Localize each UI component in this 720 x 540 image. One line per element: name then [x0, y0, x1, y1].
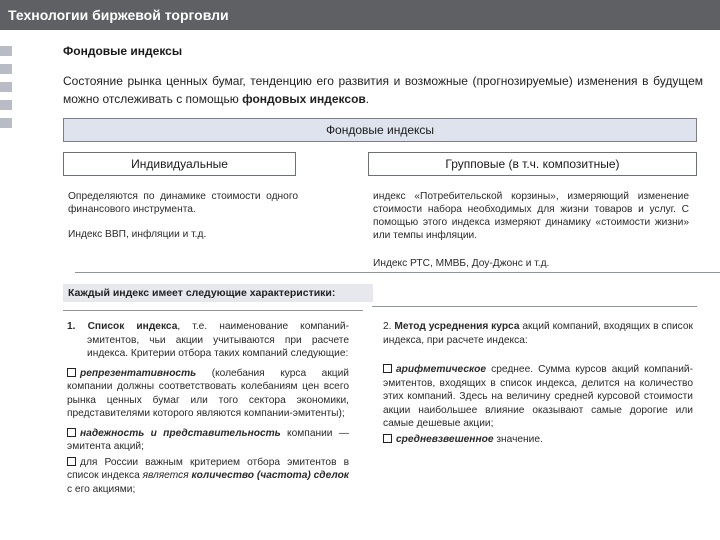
weighted-text: значение.: [493, 433, 543, 445]
page-title: Технологии биржевой торговли: [8, 7, 229, 23]
rep-term: репрезентативность: [80, 367, 197, 379]
item2-text: акций компаний, входящих в список индекса, при расчете индекса:: [383, 321, 693, 346]
rus-term: количество (частота) сделок: [191, 470, 349, 481]
criterion-reliability: [67, 427, 349, 454]
group-description: индекс «Потребительской корзины», измеряющий изменение стоимости набора необходимых для жизни товаров и услуг. С помощью этого индекса измеряют динамику «стоимости жизни» или темпы инфляции.: [373, 191, 689, 241]
group-box: [368, 152, 697, 176]
main-index-box: [63, 118, 697, 142]
criterion-russia: [67, 456, 349, 497]
group-label: Групповые (в т.ч. композитные): [445, 157, 620, 171]
section-divider: [75, 272, 720, 273]
item2-number: 2.: [383, 321, 392, 332]
individual-box: [63, 152, 296, 176]
characteristics-heading: Каждый индекс имеет следующие характеристики:: [68, 287, 336, 299]
intro-text: Состояние рынка ценных бумаг, тенденцию его развития и возможные (прогнозируемые) изменения в будущем можно отслеживать с помощью: [63, 74, 703, 106]
side-stripe: [0, 118, 12, 128]
item2-term: Метод усреднения курса: [394, 321, 520, 332]
characteristics-heading-box: [63, 284, 373, 302]
individual-description: Определяются по динамике стоимости одного финансового инструмента.: [68, 191, 298, 215]
rep-text: (колебания курса акций компании должны соответствовать колебаниям цен всего рынка ценных бумаг или того сектора экономики, представителями которого являются компании-эмитенты);: [67, 367, 349, 419]
rus-text: для России важным критерием отбора эмитентов в список индекса: [67, 456, 349, 481]
side-stripe: [0, 100, 12, 110]
rel-text: компании — эмитента акций;: [67, 427, 350, 452]
method-weighted: [383, 433, 693, 447]
side-stripe: [0, 46, 12, 56]
checkbox-bullet-icon: [67, 428, 76, 437]
right-rule: [372, 306, 697, 307]
checkbox-bullet-icon: [67, 457, 76, 466]
method-arithmetic: [383, 363, 693, 431]
weighted-term: средневзвешенное: [396, 433, 494, 445]
item1-text: , т.е. наименование компаний-эмитентов, чьи акции учитываются при расчете индекса. Критерии отбора таких компаний следующие:: [87, 321, 350, 359]
right-column: [383, 320, 693, 452]
left-rule: [63, 310, 363, 311]
checkbox-bullet-icon: [383, 434, 392, 443]
rus-end: с его акциями;: [67, 483, 136, 495]
individual-examples: Индекс ВВП, инфляции и т.д.: [68, 229, 207, 240]
arith-text: среднее. Сумма курсов акций компаний-эмитентов, входящих в список индекса, делится на количество этих компаний. Здесь на величину средней курсовой стоимости акции наибольшее влияние оказывают самые дорогие или самые дешевые акции;: [383, 364, 693, 429]
arith-term: арифметическое: [396, 364, 487, 375]
main-index-label: Фондовые индексы: [325, 123, 435, 137]
criterion-representativeness: [67, 367, 349, 421]
side-stripe: [0, 82, 12, 92]
rel-term: надежность и представительность: [80, 427, 281, 439]
rus-italic: является: [142, 470, 189, 481]
side-stripe: [0, 64, 12, 74]
individual-label: Индивидуальные: [131, 157, 228, 171]
checkbox-bullet-icon: [383, 364, 392, 373]
intro-paragraph: [63, 72, 703, 108]
item1-term: Список индекса: [87, 321, 178, 332]
intro-end: .: [365, 92, 370, 106]
group-examples: Индекс РТС, ММВБ, Доу-Джонс и т.д.: [373, 258, 550, 269]
item1-number: 1.: [67, 321, 76, 332]
header-bar: [0, 0, 720, 30]
section-subtitle: Фондовые индексы: [63, 44, 183, 58]
left-column: [67, 320, 349, 502]
intro-bold: фондовых индексов: [242, 92, 366, 106]
list-item-1: [67, 320, 349, 361]
list-item-2: [383, 320, 693, 347]
checkbox-bullet-icon: [67, 368, 76, 377]
